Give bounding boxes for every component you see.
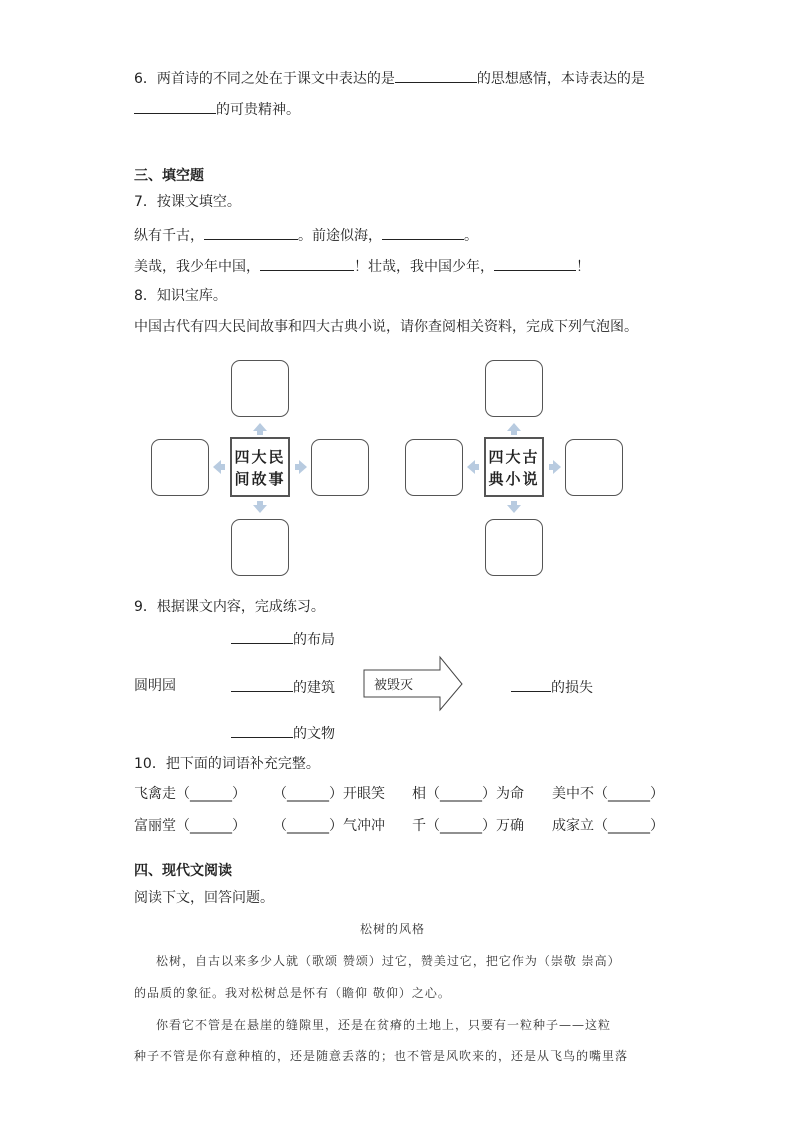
passage-p2-line1: 你看它不管是在悬崖的缝隙里，还是在贫瘠的土地上，只要有一粒种子——这粒: [156, 1018, 612, 1032]
q9-item1-text: 的布局: [293, 632, 335, 648]
q10-r1c3[interactable]: 相（______）为命: [412, 786, 524, 802]
q9-blank4[interactable]: [511, 677, 551, 692]
q6-text-part3: 的可贵精神。: [216, 102, 300, 118]
q9-item3-text: 的文物: [293, 726, 335, 742]
q9-blank3[interactable]: [231, 723, 293, 738]
q7-l2c: ！: [576, 259, 590, 275]
center1-line1: 四大民: [234, 448, 286, 466]
q10-title: 10．把下面的词语补充完整。: [134, 756, 320, 772]
q10-r2c1[interactable]: 富丽堂（______）: [134, 818, 246, 834]
q10-r1c4[interactable]: 美中不（______）: [552, 786, 664, 802]
q10-r2c3[interactable]: 千（______）万确: [412, 818, 524, 834]
center2-line2: 典小说: [488, 470, 540, 488]
center2-line1: 四大古: [488, 448, 540, 466]
q9-result-text: 的损失: [551, 680, 593, 696]
q7-l2a: 美哉，我少年中国，: [134, 259, 260, 275]
q10-r2c2[interactable]: （______）气冲冲: [273, 818, 385, 834]
q9-subject: 圆明园: [134, 678, 176, 694]
reading-title: 松树的风格: [360, 922, 426, 936]
q10-r1c1[interactable]: 飞禽走（______）: [134, 786, 246, 802]
section4-title: 四、现代文阅读: [134, 863, 232, 879]
q10-r2c4[interactable]: 成家立（______）: [552, 818, 664, 834]
q9-item2-text: 的建筑: [293, 680, 335, 696]
q9-item3: [231, 723, 335, 743]
reading-instruction: 阅读下文，回答问题。: [134, 890, 274, 906]
q8-desc: 中国古代有四大民间故事和四大古典小说，请你查阅相关资料，完成下列气泡图。: [134, 319, 638, 335]
center1-line2: 间故事: [234, 470, 286, 488]
q7-l2b: ！壮哉，我中国少年，: [354, 259, 494, 275]
passage-p1-line2: 的品质的象征。我对松树总是怀有（瞻仰 敬仰）之心。: [134, 986, 451, 1000]
q6-text-part2: 的思想感情，本诗表达的是: [476, 71, 645, 87]
section3-title: 三、填空题: [134, 168, 204, 184]
q10-r1c2[interactable]: （______）开眼笑: [273, 786, 385, 802]
q8-title: 8．知识宝库。: [134, 288, 227, 304]
passage-p2-line2: 种子不管是你有意种植的，还是随意丢落的；也不管是风吹来的，还是从飞鸟的嘴里落: [134, 1049, 629, 1063]
passage-p1-line1: 松树，自古以来多少人就（歌颂 赞颂）过它，赞美过它，把它作为（崇敬 崇高）: [156, 954, 621, 968]
q7-title: 7．按课文填空。: [134, 194, 241, 210]
q7-l1a: 纵有千古，: [134, 228, 204, 244]
q9-arrow-label: 被毁灭: [374, 678, 414, 693]
q7-l1c: 。: [464, 228, 478, 244]
q7-l1b: 。前途似海，: [298, 228, 382, 244]
q6-text-part1: 6．两首诗的不同之处在于课文中表达的是: [134, 71, 395, 87]
q9-title: 9．根据课文内容，完成练习。: [134, 599, 325, 615]
q9-result: [511, 677, 593, 697]
